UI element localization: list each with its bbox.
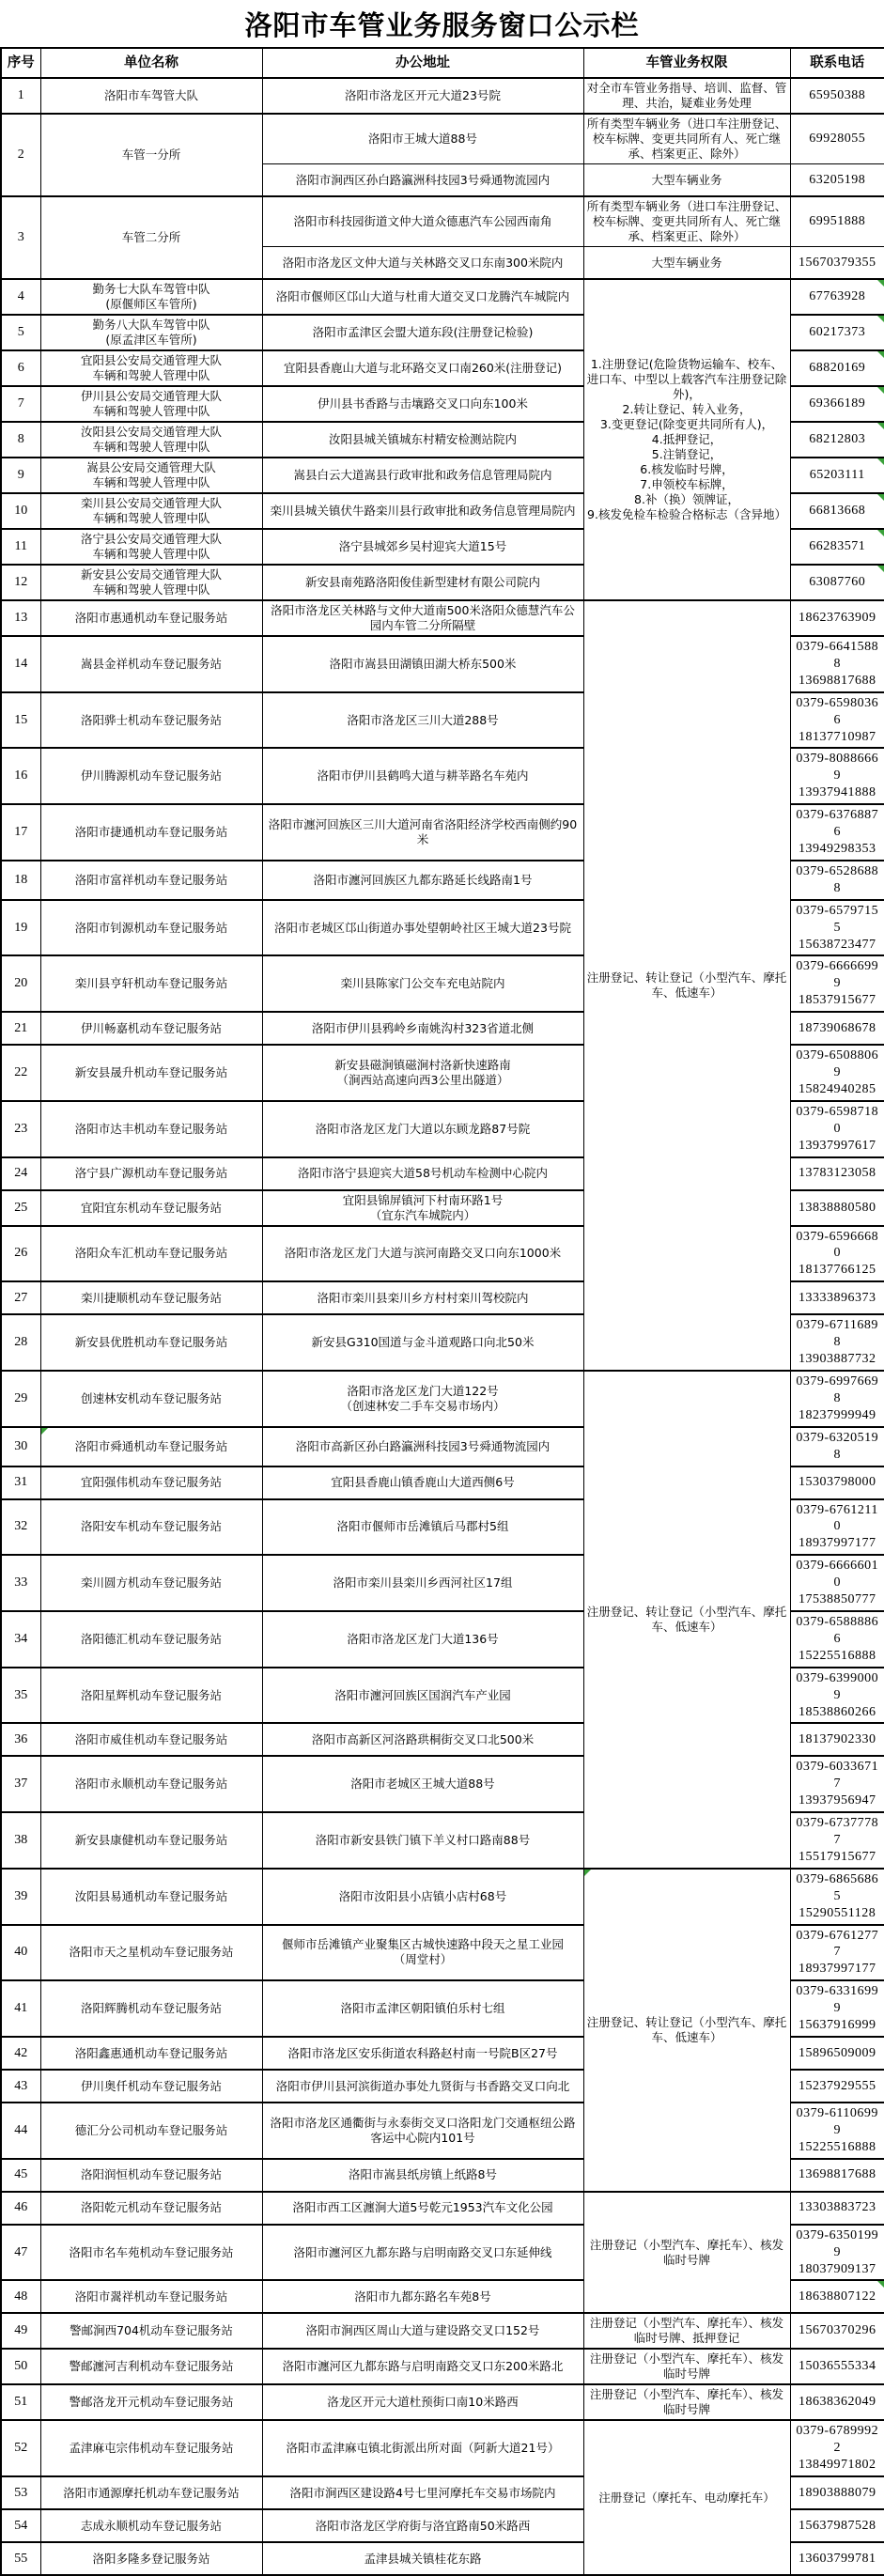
cell-no: 8 [1,422,40,458]
cell-phone: 18137902330 [790,1723,884,1756]
cell-name: 洛阳安车机动车登记服务站 [40,1499,262,1556]
cell-phone: 0379-66415888 13698817688 [790,636,884,692]
cell-addr: 洛宁县城郊乡吴村迎宾大道15号 [262,529,583,565]
cell-no: 47 [1,2225,40,2281]
cell-addr: 洛阳市嵩县纸房镇上纸路8号 [262,2159,583,2192]
cell-phone: 15670379355 [790,247,884,280]
cell-no: 44 [1,2103,40,2159]
cell-phone: 0379-66666999 18537915677 [790,955,884,1012]
cell-phone: 0379-67612777 18937997177 [790,1925,884,1981]
cell-phone: 69366189 [790,386,884,422]
cell-addr: 洛阳市瀍河回族区三川大道河南省洛阳经济学校西南侧约90米 [262,804,583,861]
cell-phone: 0379-63501999 18037909137 [790,2225,884,2281]
cell-name: 洛阳乾元机动车登记服务站 [40,2192,262,2225]
cell-phone: 15637987528 [790,2509,884,2542]
cell-name: 志成永顺机动车登记服务站 [40,2509,262,2542]
table-row [1,2313,884,2349]
cell-no: 31 [1,1466,40,1499]
cell-no: 17 [1,804,40,861]
cell-name: 洛阳市威佳机动车登记服务站 [40,1723,262,1756]
cell-no: 1 [1,78,40,114]
cell-name: 伊川腾源机动车登记服务站 [40,748,262,804]
cell-phone: 0379-67612110 18937997177 [790,1499,884,1556]
cell-addr: 栾川县陈家门公交车充电站院内 [262,955,583,1012]
cell-name: 警邮涧西704机动车登记服务站 [40,2313,262,2349]
cell-no: 15 [1,692,40,749]
cell-phone: 0379-63990009 18538860266 [790,1668,884,1724]
cell-no: 33 [1,1555,40,1611]
cell-no: 37 [1,1756,40,1812]
cell-addr: 洛阳市瀍河回族区九都东路延长线路南1号 [262,861,583,900]
table-row [1,1371,884,1427]
cell-no: 34 [1,1611,40,1668]
cell-no: 21 [1,1012,40,1045]
cell-name: 栾川县亨轩机动车登记服务站 [40,955,262,1012]
header-business-scope: 车管业务权限 [583,48,790,78]
cell-name: 勤务七大队车驾管中队 (原偃师区车管所) [40,279,262,315]
cell-phone: 0379-65797155 15638723477 [790,900,884,956]
cell-addr: 洛阳市瀍河回族区国润汽车产业园 [262,1668,583,1724]
cell-addr: 洛阳市瀍河区九都东路与启明南路交叉口东200米路北 [262,2349,583,2384]
cell-no: 12 [1,565,40,600]
cell-biz: 注册登记（小型汽车、摩托车）、核发临时号牌 [583,2349,790,2384]
cell-addr: 洛阳市洛龙区三川大道288号 [262,692,583,749]
cell-name: 创速林安机动车登记服务站 [40,1371,262,1427]
cell-phone: 15303798000 [790,1466,884,1499]
cell-phone: 13333896373 [790,1281,884,1314]
cell-no: 20 [1,955,40,1012]
cell-biz: 注册登记（小型汽车、摩托车）、核发临时号牌 [583,2384,790,2420]
cell-phone: 0379-68656865 15290551128 [790,1869,884,1925]
cell-addr: 洛阳市新安县铁门镇下羊义村口路南88号 [262,1812,583,1869]
cell-no: 39 [1,1869,40,1925]
notice-table-body [1,78,884,2575]
cell-addr: 洛阳市伊川县河滨街道办事处九贤街与书香路交叉口向北 [262,2070,583,2103]
cell-addr: 洛阳市涧西区周山大道与建设路交叉口152号 [262,2313,583,2349]
cell-addr: 洛阳市洛龙区龙门大道122号 （创速林安二手车交易市场内） [262,1371,583,1427]
cell-addr: 洛阳市孟津区会盟大道东段(注册登记检验) [262,315,583,350]
cell-name: 洛阳市名车苑机动车登记服务站 [40,2225,262,2281]
cell-phone: 15896509009 [790,2037,884,2070]
cell-addr: 洛阳市洛龙区龙门大道以东顾龙路87号院 [262,1101,583,1157]
cell-name: 洛宁县广源机动车登记服务站 [40,1157,262,1190]
cell-phone: 68820169 [790,350,884,386]
table-row [1,600,884,636]
cell-phone: 65950388 [790,78,884,114]
cell-addr: 洛阳市洛龙区龙门大道与滨河南路交叉口向东1000米 [262,1226,583,1282]
cell-name: 汝阳县公安局交通管理大队 车辆和驾驶人管理中队 [40,422,262,458]
cell-addr: 伊川县书香路与击壤路交叉口向东100米 [262,386,583,422]
cell-name: 新安县优胜机动车登记服务站 [40,1314,262,1371]
cell-phone: 13783123058 [790,1157,884,1190]
cell-biz: 对全市车管业务指导、培训、监督、管理、共治，疑难业务处理 [583,78,790,114]
cell-addr: 洛阳市偃师区邙山大道与杜甫大道交叉口龙腾汽车城院内 [262,279,583,315]
cell-addr: 洛阳市栾川县栾川乡西河社区17组 [262,1555,583,1611]
table-row [1,78,884,114]
cell-name: 栾川圆方机动车登记服务站 [40,1555,262,1611]
cell-name: 洛阳星辉机动车登记服务站 [40,1668,262,1724]
cell-no: 46 [1,2192,40,2225]
cell-name: 汝阳县易通机动车登记服务站 [40,1869,262,1925]
cell-phone: 68212803 [790,422,884,458]
cell-name: 栾川县公安局交通管理大队 车辆和驾驶人管理中队 [40,493,262,529]
cell-name: 洛宁县公安局交通管理大队 车辆和驾驶人管理中队 [40,529,262,565]
cell-addr: 洛阳市伊川县鸦岭乡南姚沟村323省道北侧 [262,1012,583,1045]
cell-phone: 15036555334 [790,2349,884,2384]
cell-phone: 18638362049 [790,2384,884,2420]
cell-phone: 0379-60336717 13937956947 [790,1756,884,1812]
header-unit-name: 单位名称 [40,48,262,78]
cell-no: 52 [1,2420,40,2476]
cell-phone: 60217373 [790,315,884,350]
cell-phone: 66813668 [790,493,884,529]
cell-biz: 1.注册登记(危险货物运输车、校车、进口车、中型以上载客汽车注册登记除外)， 2.转让登记、转入业务， 3.变更登记(除变更共同所有人)， 4.抵押登记， 5.注销登记， 6.核发临时号牌， 7.申领校车标牌， 8.补（换）领牌证， 9.核发免检车检验合格标志（含异地） [583,279,790,600]
cell-name: 警邮洛龙开元机动车登记服务站 [40,2384,262,2420]
cell-addr: 洛阳市老城区邙山街道办事处望朝岭社区王城大道23号院 [262,900,583,956]
cell-no: 23 [1,1101,40,1157]
cell-addr: 嵩县白云大道嵩县行政审批和政务信息管理局院内 [262,458,583,493]
cell-no: 55 [1,2542,40,2575]
cell-name: 洛阳市惠通机动车登记服务站 [40,600,262,636]
cell-no: 18 [1,861,40,900]
cell-phone: 67763928 [790,279,884,315]
cell-addr: 孟津县城关镇桂花东路 [262,2542,583,2575]
table-row [1,114,884,164]
cell-phone: 13303883723 [790,2192,884,2225]
cell-name: 洛阳润恒机动车登记服务站 [40,2159,262,2192]
cell-phone: 0379-67116898 13903887732 [790,1314,884,1371]
cell-no: 53 [1,2476,40,2509]
cell-name: 勤务八大队车驾管中队 (原孟津区车管所) [40,315,262,350]
cell-addr: 洛阳市洛宁县迎宾大道58号机动车检测中心院内 [262,1157,583,1190]
cell-name: 宜阳县公安局交通管理大队 车辆和驾驶人管理中队 [40,350,262,386]
cell-name: 德汇分公司机动车登记服务站 [40,2103,262,2159]
header-row [1,48,884,78]
header-address: 办公地址 [262,48,583,78]
cell-phone: 0379-66666010 17538850777 [790,1555,884,1611]
cell-phone: 0379-65966680 18137766125 [790,1226,884,1282]
cell-phone: 15670370296 [790,2313,884,2349]
cell-phone: 0379-65088069 15824940285 [790,1045,884,1101]
cell-no: 14 [1,636,40,692]
cell-phone: 18623763909 [790,600,884,636]
cell-no: 41 [1,1980,40,2037]
cell-no: 42 [1,2037,40,2070]
cell-no: 2 [1,114,40,196]
cell-biz: 所有类型车辆业务（进口车注册登记、校车标牌、变更共同所有人、死亡继承、档案更正、除外） [583,196,790,247]
cell-name: 新安县晟升机动车登记服务站 [40,1045,262,1101]
cell-name: 洛阳骅士机动车登记服务站 [40,692,262,749]
cell-name: 洛阳市车驾管大队 [40,78,262,114]
cell-phone: 0379-65980366 18137710987 [790,692,884,749]
cell-name: 新安县公安局交通管理大队 车辆和驾驶人管理中队 [40,565,262,600]
cell-addr: 洛阳市洛龙区通衢街与永泰街交叉口洛阳龙门交通枢纽公路客运中心院内101号 [262,2103,583,2159]
cell-biz: 所有类型车辆业务（进口车注册登记、校车标牌、变更共同所有人、死亡继承、档案更正、除外） [583,114,790,164]
cell-phone: 0379-67377787 15517915677 [790,1812,884,1869]
cell-biz: 注册登记（小型汽车、摩托车）、核发临时号牌、抵押登记 [583,2313,790,2349]
cell-name: 洛阳市达丰机动车登记服务站 [40,1101,262,1157]
cell-addr: 新安县磁涧镇磁涧村洛新快速路南 （涧西站高速向西3公里出隧道） [262,1045,583,1101]
cell-biz: 注册登记（摩托车、电动摩托车） [583,2420,790,2575]
cell-biz: 注册登记、转让登记（小型汽车、摩托车、低速车） [583,600,790,1371]
cell-addr: 洛阳市科技园街道文仲大道众德惠汽车公园西南角 [262,196,583,247]
cell-phone: 18638807122 [790,2280,884,2313]
cell-name: 孟津麻屯宗伟机动车登记服务站 [40,2420,262,2476]
cell-addr: 洛龙区开元大道杜预街口南10米路西 [262,2384,583,2420]
cell-addr: 洛阳市涧西区建设路4号七里河摩托车交易市场院内 [262,2476,583,2509]
cell-addr: 洛阳市嵩县田湖镇田湖大桥东500米 [262,636,583,692]
cell-name: 洛阳市永顺机动车登记服务站 [40,1756,262,1812]
cell-name: 洛阳德汇机动车登记服务站 [40,1611,262,1668]
cell-name: 宜阳强伟机动车登记服务站 [40,1466,262,1499]
cell-addr: 洛阳市洛龙区龙门大道136号 [262,1611,583,1668]
cell-addr: 洛阳市孟津区朝阳镇伯乐村七组 [262,1980,583,2037]
cell-phone: 66283571 [790,529,884,565]
table-row [1,2192,884,2225]
table-row [1,2384,884,2420]
cell-addr: 洛阳市王城大道88号 [262,114,583,164]
cell-no: 25 [1,1190,40,1226]
cell-name: 车管二分所 [40,196,262,279]
cell-biz: 注册登记、转让登记（小型汽车、摩托车、低速车） [583,1869,790,2192]
cell-addr: 宜阳县锦屏镇河下村南环路1号 （宜东汽车城院内） [262,1190,583,1226]
cell-name: 宜阳宜东机动车登记服务站 [40,1190,262,1226]
cell-biz: 注册登记（小型汽车、摩托车）、核发临时号牌 [583,2192,790,2314]
cell-phone: 0379-63316999 15637916999 [790,1980,884,2037]
cell-addr: 洛阳市高新区孙白路瀛洲科技园3号舜通物流园内 [262,1427,583,1466]
cell-addr: 洛阳市洛龙区学府街与洛宜路南50米路西 [262,2509,583,2542]
cell-addr: 栾川县城关镇伏牛路栾川县行政审批和政务信息管理局院内 [262,493,583,529]
cell-phone: 13603799781 [790,2542,884,2575]
cell-addr: 洛阳市汝阳县小店镇小店村68号 [262,1869,583,1925]
cell-addr: 新安县G310国道与金斗道观路口向北50米 [262,1314,583,1371]
cell-addr: 洛阳市九都东路名车苑8号 [262,2280,583,2313]
cell-phone: 65203111 [790,458,884,493]
cell-name: 洛阳市翯祥机动车登记服务站 [40,2280,262,2313]
cell-phone: 13838880580 [790,1190,884,1226]
cell-no: 35 [1,1668,40,1724]
cell-addr: 洛阳市伊川县鹤鸣大道与耕莘路名车苑内 [262,748,583,804]
cell-no: 36 [1,1723,40,1756]
cell-no: 5 [1,315,40,350]
cell-biz: 注册登记、转让登记（小型汽车、摩托车、低速车） [583,1371,790,1869]
cell-phone: 0379-80886669 13937941888 [790,748,884,804]
cell-addr: 洛阳市洛龙区文仲大道与关林路交叉口东南300米院内 [262,247,583,280]
cell-biz: 大型车辆业务 [583,247,790,280]
cell-no: 22 [1,1045,40,1101]
cell-name: 伊川县公安局交通管理大队 车辆和驾驶人管理中队 [40,386,262,422]
table-row [1,279,884,315]
cell-name: 洛阳市通源摩托机动车登记服务站 [40,2476,262,2509]
cell-no: 50 [1,2349,40,2384]
cell-no: 49 [1,2313,40,2349]
cell-addr: 洛阳市洛龙区开元大道23号院 [262,78,583,114]
cell-phone: 0379-63768876 13949298353 [790,804,884,861]
cell-no: 27 [1,1281,40,1314]
cell-name: 嵩县金祥机动车登记服务站 [40,636,262,692]
cell-addr: 洛阳市老城区王城大道88号 [262,1756,583,1812]
cell-no: 10 [1,493,40,529]
cell-phone: 0379-69976698 18237999949 [790,1371,884,1427]
cell-name: 洛阳市捷通机动车登记服务站 [40,804,262,861]
cell-addr: 宜阳县香鹿山大道与北环路交叉口南260米(注册登记) [262,350,583,386]
cell-name: 洛阳多隆多登记服务站 [40,2542,262,2575]
cell-no: 9 [1,458,40,493]
cell-phone: 18903888079 [790,2476,884,2509]
cell-no: 28 [1,1314,40,1371]
cell-phone: 0379-65286888 [790,861,884,900]
cell-addr: 洛阳市高新区河洛路珙桐街交叉口北500米 [262,1723,583,1756]
cell-name: 洛阳众车汇机动车登记服务站 [40,1226,262,1282]
cell-name: 警邮瀍河吉利机动车登记服务站 [40,2349,262,2384]
cell-name: 新安县康健机动车登记服务站 [40,1812,262,1869]
cell-name: 洛阳市舜通机动车登记服务站 [40,1427,262,1466]
cell-no: 4 [1,279,40,315]
header-phone: 联系电话 [790,48,884,78]
cell-addr: 汝阳县城关镇城东村精安检测站院内 [262,422,583,458]
cell-name: 伊川畅嘉机动车登记服务站 [40,1012,262,1045]
cell-phone: 15237929555 [790,2070,884,2103]
cell-addr: 洛阳市洛龙区安乐街道农科路赵村南一号院B区27号 [262,2037,583,2070]
cell-addr: 洛阳市洛龙区关林路与文仲大道南500米洛阳众德慧汽车公园内车管二分所隔壁 [262,600,583,636]
cell-no: 3 [1,196,40,279]
table-row [1,196,884,247]
cell-phone: 0379-63205198 [790,1427,884,1466]
cell-addr: 洛阳市瀍河区九都东路与启明南路交叉口东延伸线 [262,2225,583,2281]
cell-no: 43 [1,2070,40,2103]
cell-addr: 洛阳市涧西区孙白路瀛洲科技园3号舜通物流园内 [262,164,583,197]
cell-phone: 63087760 [790,565,884,600]
cell-addr: 洛阳市栾川县栾川乡方村村栾川驾校院内 [262,1281,583,1314]
cell-name: 伊川奥仟机动车登记服务站 [40,2070,262,2103]
cell-no: 11 [1,529,40,565]
cell-no: 7 [1,386,40,422]
cell-no: 51 [1,2384,40,2420]
table-row [1,2420,884,2476]
cell-phone: 63205198 [790,164,884,197]
cell-name: 洛阳市钊源机动车登记服务站 [40,900,262,956]
cell-addr: 洛阳市偃师市岳滩镇后马郡村5组 [262,1499,583,1556]
cell-no: 6 [1,350,40,386]
cell-no: 38 [1,1812,40,1869]
cell-no: 24 [1,1157,40,1190]
cell-biz: 大型车辆业务 [583,164,790,197]
cell-no: 30 [1,1427,40,1466]
cell-addr: 偃师市岳滩镇产业聚集区古城快速路中段天之星工业园 （周堂村） [262,1925,583,1981]
cell-name: 洛阳辉腾机动车登记服务站 [40,1980,262,2037]
cell-no: 16 [1,748,40,804]
cell-phone: 18739068678 [790,1012,884,1045]
header-seq: 序号 [1,48,40,78]
cell-no: 13 [1,600,40,636]
page-title: 洛阳市车管业务服务窗口公示栏 [244,9,640,41]
cell-phone: 69951888 [790,196,884,247]
cell-no: 29 [1,1371,40,1427]
cell-phone: 0379-67899922 13849971802 [790,2420,884,2476]
cell-addr: 洛阳市西工区瀍涧大道5号乾元1953汽车文化公园 [262,2192,583,2225]
table-row [1,1869,884,1925]
cell-phone: 0379-61106999 15225516888 [790,2103,884,2159]
cell-addr: 新安县南苑路洛阳俊佳新型建材有限公司院内 [262,565,583,600]
notice-table [0,47,884,2576]
cell-phone: 0379-65888866 15225516888 [790,1611,884,1668]
cell-name: 洛阳鑫惠通机动车登记服务站 [40,2037,262,2070]
cell-no: 40 [1,1925,40,1981]
cell-name: 栾川捷顺机动车登记服务站 [40,1281,262,1314]
cell-no: 32 [1,1499,40,1556]
cell-addr: 宜阳县香鹿山镇香鹿山大道西侧6号 [262,1466,583,1499]
cell-no: 48 [1,2280,40,2313]
cell-name: 车管一分所 [40,114,262,196]
cell-no: 45 [1,2159,40,2192]
cell-no: 19 [1,900,40,956]
cell-phone: 0379-65987180 13937997617 [790,1101,884,1157]
cell-name: 嵩县公安局交通管理大队 车辆和驾驶人管理中队 [40,458,262,493]
cell-phone: 13698817688 [790,2159,884,2192]
cell-no: 54 [1,2509,40,2542]
cell-name: 洛阳市富祥机动车登记服务站 [40,861,262,900]
cell-addr: 洛阳市孟津麻屯镇北街派出所对面（阿新大道21号） [262,2420,583,2476]
cell-phone: 69928055 [790,114,884,164]
table-row [1,2349,884,2384]
cell-no: 26 [1,1226,40,1282]
cell-name: 洛阳市天之星机动车登记服务站 [40,1925,262,1981]
